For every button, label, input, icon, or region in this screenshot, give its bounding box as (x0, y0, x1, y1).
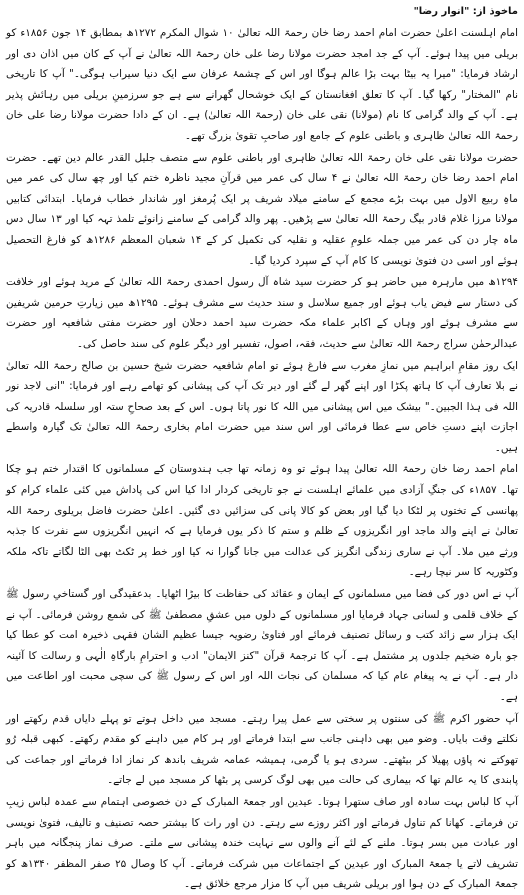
paragraph: امام اہلسنت اعلیٰ حضرت امام احمد رضا خان رحمۃ اللہ تعالیٰ ۱۰ شوال المکرم ۱۲۷۲ھ بمطابق ۱۴ جون ۱۸۵۶ء کو بریلی میں پیدا ہوئے۔ آپ کے جد امجد حضرت مولانا رضا علی خان رحمۃ اللہ تعالیٰ نے آپ کے کان میں اذان دی اور ارشاد فرمایا: "میرا یہ بیٹا بہت بڑا عالم ہوگا اور اس کے چشمۂ عرفان سے ایک دنیا سیراب ہوگی۔" آپ کا تاریخی نام "المختار" رکھا گیا۔ آپ کا تعلق افغانستان کے ایک خوشحال گھرانے سے ہے جو سرزمینِ بریلی میں رہائش پذیر ہے۔ آپ کے والد گرامی کا نام (مولانا) نقی علی خان (رحمۃ اللہ تعالیٰ) ہے۔ ان کے دادا حضرت مولانا رضا علی خان رحمۃ اللہ تعالیٰ ظاہری و باطنی علوم کے جامع اور صاحبِ تقویٰ بزرگ تھے۔ (6, 27, 518, 142)
paragraph: آپ نے اس دور کی فضا میں مسلمانوں کے ایمان و عقائد کی حفاظت کا بیڑا اٹھایا۔ بدعقیدگی اور گستاخیِ رسول ﷺ کے خلاف قلمی و لسانی جہاد فرمایا اور مسلمانوں کے دلوں میں عشقِ مصطفیٰ ﷺ کی شمع روشن فرمائی۔ آپ نے ایک ہزار سے زائد کتب و رسائل تصنیف فرمائے اور فتاویٰ رضویہ جیسا عظیم الشان فقہی ذخیرہ امت کو عطا کیا جو بارہ ضخیم جلدوں پر مشتمل ہے۔ آپ کا ترجمۂ قرآن "کنز الایمان" ادب و احترامِ بارگاہِ الٰہی و رسالت کا آئینہ دار ہے۔ آپ نے یہ پیغام عام کیا کہ مسلمان کی نجات اللہ اور اس کے رسول ﷺ کی سچی محبت اور اطاعت میں ہے۔ (6, 588, 518, 703)
paragraph: آپ حضور اکرم ﷺ کی سنتوں پر سختی سے عمل پیرا رہتے۔ مسجد میں داخل ہوتے تو پہلے دایاں قدم رکھتے اور نکلتے وقت بایاں۔ وضو میں بھی داہنی جانب سے ابتدا فرماتے اور ہر کام میں داہنے کو مقدم رکھتے۔ کبھی قبلہ رُو تھوکتے نہ پاؤں پھیلا کر بیٹھتے۔ سردی ہو یا گرمی، ہمیشہ عمامہ شریف باندھ کر نماز ادا فرماتے اور جماعت کی پابندی کا یہ عالم تھا کہ بیماری کی حالت میں بھی لوگ کرسی پر بٹھا کر مسجد میں لے جاتے۔ (6, 712, 518, 787)
article-body (6, 23, 518, 895)
paragraph: امام احمد رضا خان رحمۃ اللہ تعالیٰ پیدا ہوئے تو وہ زمانہ تھا جب ہندوستان کے مسلمانوں کا اقتدار ختم ہو چکا تھا۔ ۱۸۵۷ء کی جنگِ آزادی میں علمائے اہلسنت نے جو تاریخی کردار ادا کیا اس کی پاداش میں کئی علماء کرام کو پھانسی کے تختوں پر لٹکا دیا گیا اور بعض کو کالا پانی کی سزائیں دی گئیں۔ اعلیٰ حضرت فاضل بریلوی رحمۃ اللہ تعالیٰ نے اپنے والد ماجد اور انگریزوں کے ظلم و ستم کا ذکر یوں فرمایا ہے کہ انہیں انگریزوں سے نفرت کا جذبہ ورثے میں ملا۔ آپ نے ساری زندگی انگریز کی عدالت میں جانا گوارا نہ کیا اور خط پر ٹکٹ بھی الٹا لگاتے تاکہ ملکہ وکٹوریہ کا سر نیچا رہے۔ (6, 463, 518, 579)
paragraph: آپ کا لباس بہت سادہ اور صاف ستھرا ہوتا۔ عیدین اور جمعۃ المبارک کے دن خصوصی اہتمام سے عمدہ لباس زیبِ تن فرماتے۔ کھانا کم تناول فرماتے اور اکثر روزے سے رہتے۔ دن اور رات کا بیشتر حصہ تصنیف و تالیف، فتویٰ نویسی اور عبادت میں بسر ہوتا۔ ملنے کے لئے آنے والوں سے نہایت خندہ پیشانی سے ملتے۔ صرف نماز پنجگانہ میں باہر تشریف لاتے یا جمعۃ المبارک اور عیدین کے اجتماعات میں شرکت فرماتے۔ آپ کا وصال ۲۵ صفر المظفر ۱۳۴۰ھ کو جمعۃ المبارک کے دن ہوا اور بریلی شریف میں آپ کا مزار مرجع خلائق ہے۔ (6, 795, 518, 891)
paragraph: حضرت مولانا نقی علی خان رحمۃ اللہ تعالیٰ ظاہری اور باطنی علوم سے متصف جلیل القدر عالم دین تھے۔ حضرت امام احمد رضا خان رحمۃ اللہ تعالیٰ نے ۴ سال کی عمر میں قرآنِ مجید ناظرہ ختم کیا اور چھ سال کی عمر میں ماہِ ربیع الاول میں بہت بڑے مجمع کے سامنے میلاد شریف پر ایک پُرمغز اور شاندار خطاب فرمایا۔ ابتدائی کتابیں مولانا مرزا غلام قادر بیگ رحمۃ اللہ تعالیٰ سے پڑھیں۔ پھر والد گرامی کے سامنے زانوئے تلمذ تہہ کیا اور ۱۳ سال دس ماہ چار دن کی عمر میں جملہ علومِ عقلیہ و نقلیہ کی تکمیل کر کے ۱۴ شعبان المعظم ۱۲۸۶ھ کو فارغ التحصیل ہوئے اور اسی دن فتویٰ نویسی کا کام آپ کے سپرد کردیا گیا۔ (6, 151, 518, 267)
paragraph: ایک روز مقامِ ابراہیم میں نمازِ مغرب سے فارغ ہوئے تو امام شافعیہ حضرت شیخ حسین بن صالح رحمۃ اللہ تعالیٰ نے بلا تعارف آپ کا ہاتھ پکڑا اور اپنے گھر لے گئے اور دیر تک آپ کی پیشانی کو تھامے رہے اور فرمایا: "انی لاجد نور اللہ فی ہذا الجبین۔" بیشک میں اس پیشانی میں اللہ کا نور پاتا ہوں۔ اس کے بعد صحاحِ ستہ اور سلسلہ قادریہ کی اجازت اپنے دستِ خاص سے عطا فرمائی اور اس سند میں حضرت امام بخاری رحمۃ اللہ تعالیٰ تک گیارہ واسطے ہیں۔ (6, 359, 518, 454)
source-attribution: ماخوذ از: "انوار رضا" (413, 6, 518, 17)
paragraph: ۱۲۹۴ھ میں مارہرہ میں حاضر ہو کر حضرت سید شاہ آل رسول احمدی رحمۃ اللہ تعالیٰ کے مرید ہوئے اور خلافت کی دستار سے فیض یاب ہوئے اور جمیع سلاسل و سند حدیث سے مشرف ہوئے۔ ۱۲۹۵ھ میں زیارتِ حرمین شریفین سے مشرف ہوئے اور وہاں کے اکابر علماء مکہ حضرت سید احمد دحلان اور حضرت مفتی شافعیہ اور حضرت عبدالرحمٰن سراج رحمۃ اللہ تعالیٰ سے حدیث، فقہ، اصول، تفسیر اور دیگر علوم کی سند حاصل کی۔ (6, 276, 518, 350)
